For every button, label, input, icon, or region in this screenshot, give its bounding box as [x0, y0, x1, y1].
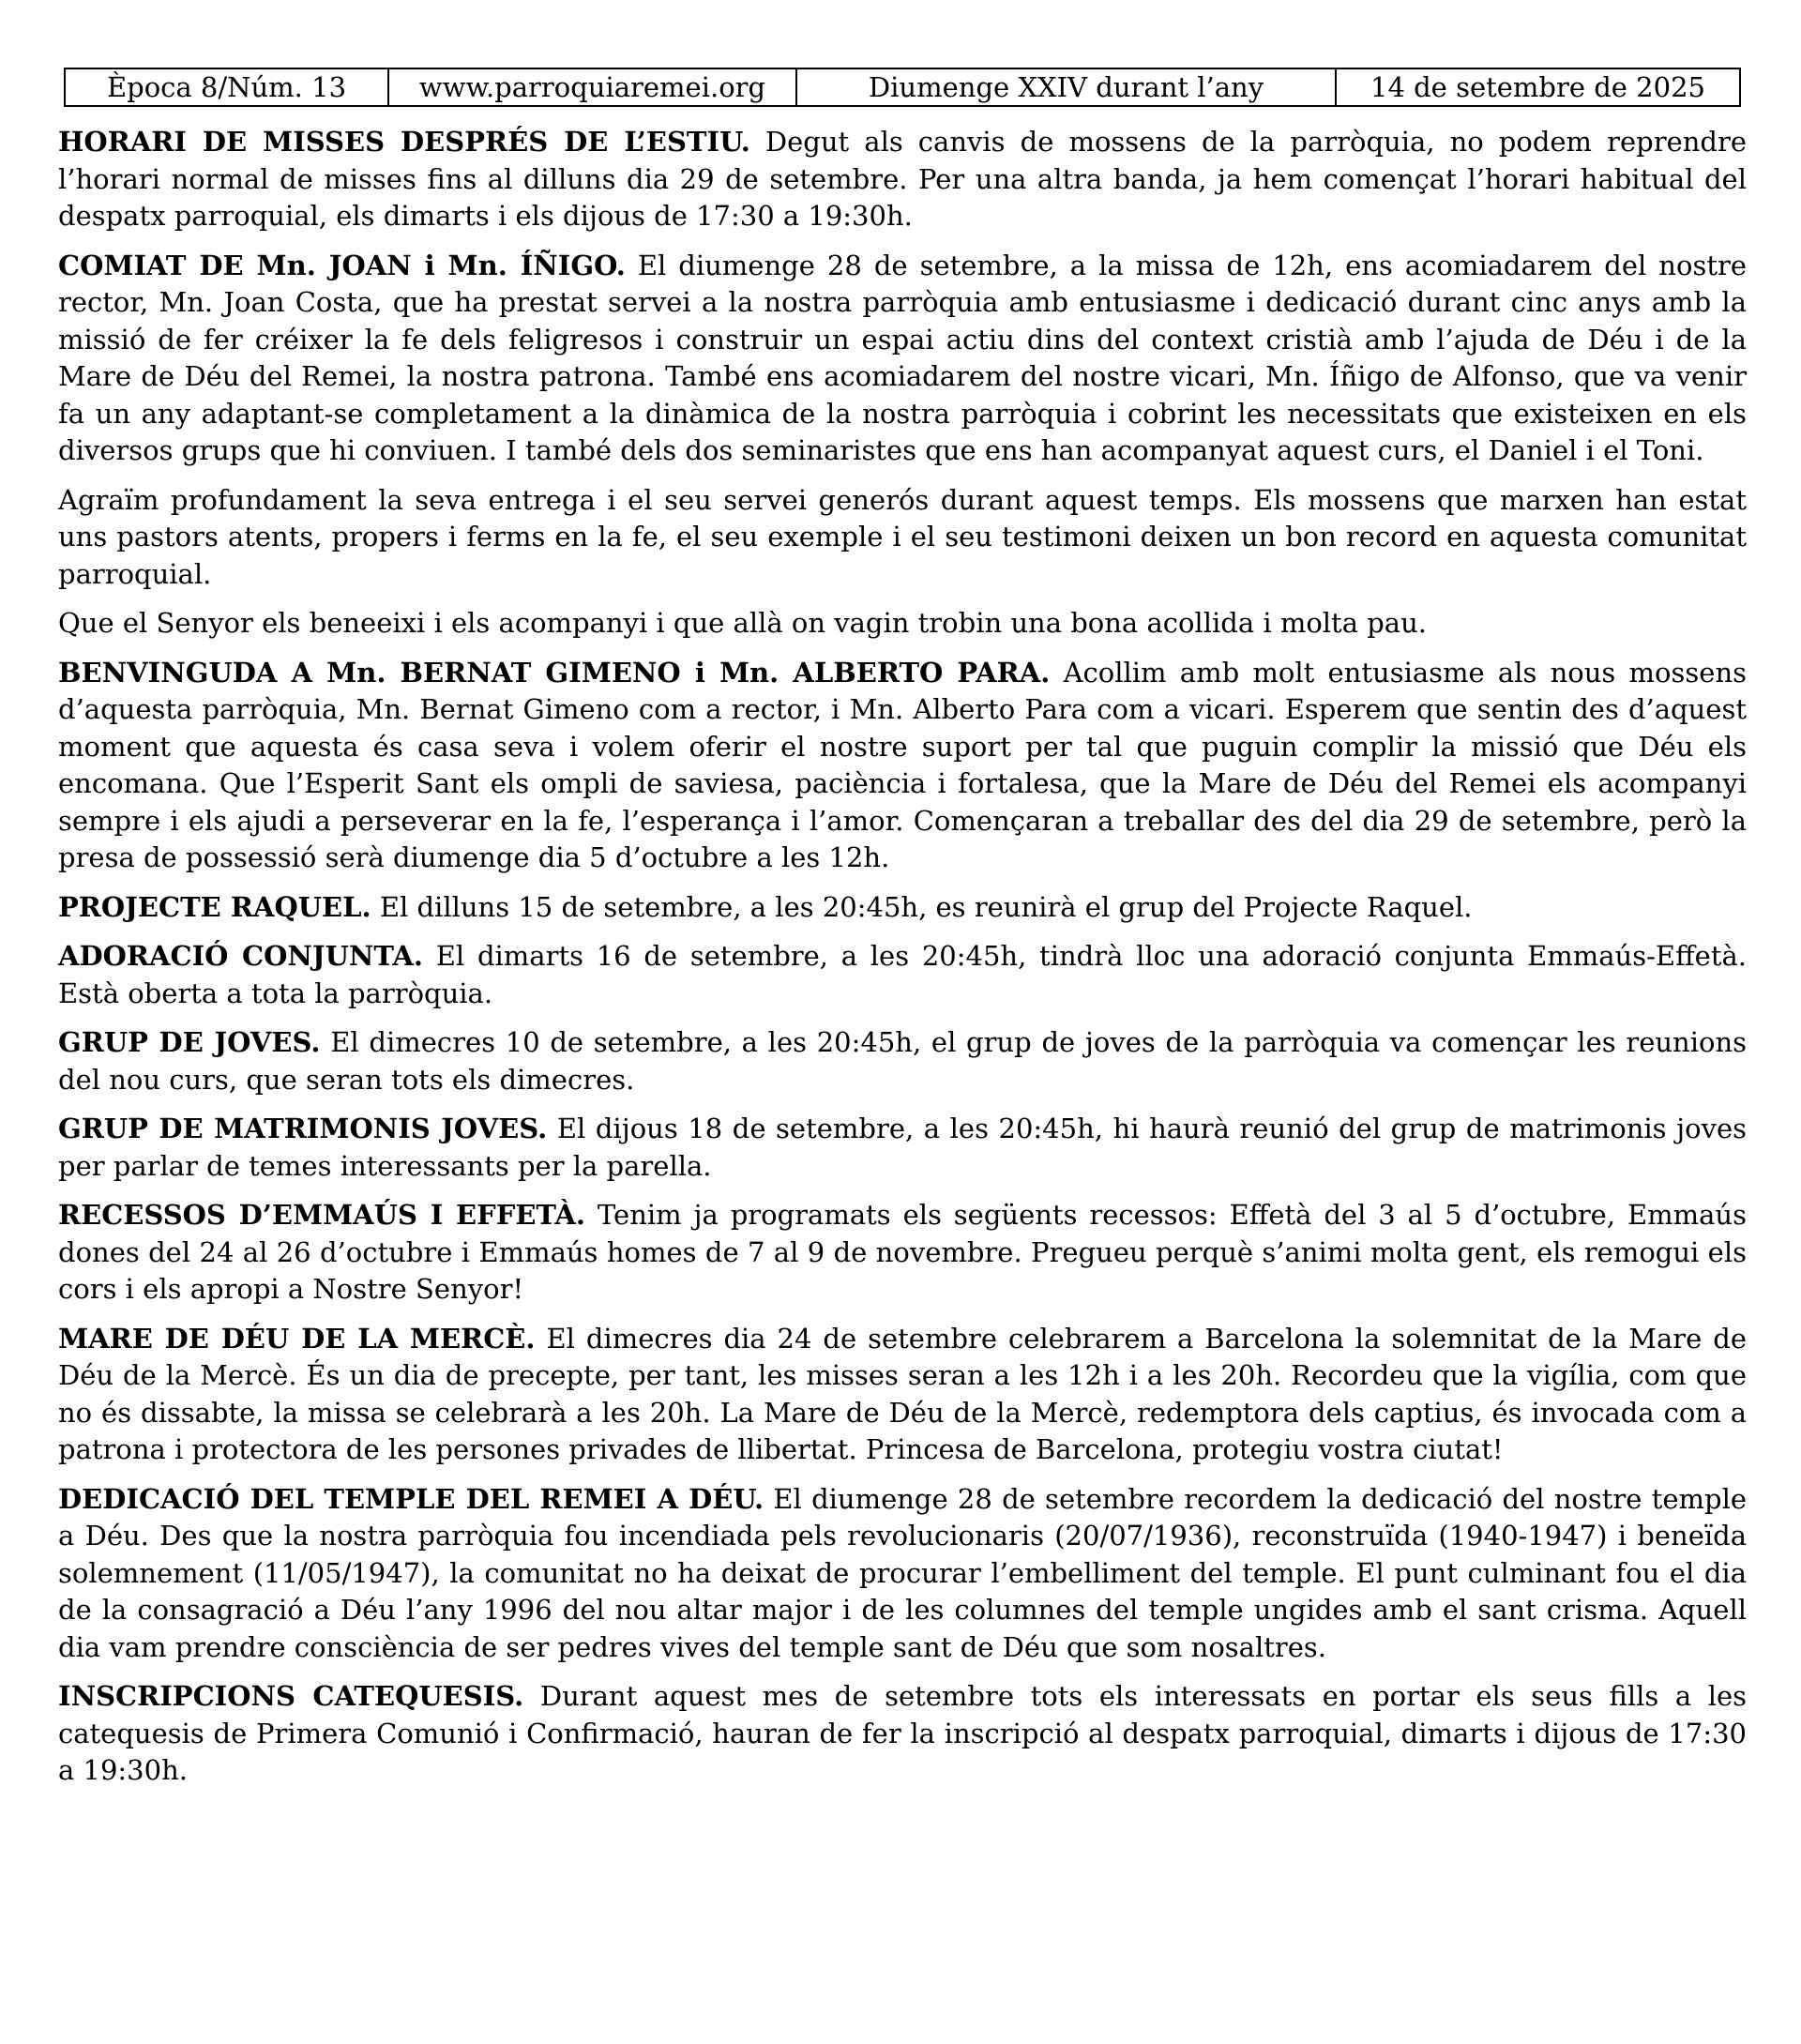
notice-projecte-raquel	[58, 889, 1747, 927]
notice-temple-dedication	[58, 1481, 1747, 1667]
notice-text: Que el Senyor els beneeixi i els acompanyi i que allà on vagin trobin una bona acollida i molta pau.	[58, 607, 1427, 639]
notice-heading: GRUP DE MATRIMONIS JOVES.	[58, 1113, 548, 1144]
notice-text: El dilluns 15 de setembre, a les 20:45h, es reunirà el grup del Projecte Raquel.	[379, 890, 1473, 923]
notice-text: Agraïm profundament la seva entrega i el seu servei generós durant aquest temps. Els mossens que marxen han estat uns pastors atents, propers i ferms en la fe, el seu exemple i el seu testimoni deixen un bon record en aquesta comunitat parroquial.	[58, 483, 1747, 590]
notice-text: Tenim ja programats els següents recessos: Effetà del 3 al 5 d’octubre, Emmaús dones del 24 al 26 d’octubre i Emmaús homes de 7 al 9 de novembre. Pregueu perquè s’animi molta gent, els remogui els cors i els apropi a Nostre Senyor!	[58, 1199, 1747, 1305]
website-url[interactable]: www.parroquiaremei.org	[389, 69, 797, 105]
notice-text: Durant aquest mes de setembre tots els interessats en portar els seus fills a les catequesis de Primera Comunió i Confirmació, hauran de fer la inscripció al despatx parroquial, dimarts i dijous de 17:30 a 19:30h.	[58, 1680, 1748, 1786]
notice-heading: MARE DE DÉU DE LA MERCÈ.	[58, 1322, 536, 1355]
notice-text: Degut als canvis de mossens de la parròquia, no podem reprendre l’horari normal de misses fins al dilluns dia 29 de setembre. Per una altra banda, ja hem començat l’horari habitual del despatx parroquial, els dimarts i els dijous de 17:30 a 19:30h.	[58, 126, 1747, 232]
notice-welcome-priests	[58, 655, 1747, 877]
notice-text: El dimarts 16 de setembre, a les 20:45h, tindrà lloc una adoració conjunta Emmaús-Effetà. Està oberta a tota la parròquia.	[58, 940, 1748, 1009]
bulletin-page	[58, 68, 1747, 1802]
notice-text: El diumenge 28 de setembre, a la missa de 12h, ens acomiadarem del nostre rector, Mn. Joan Costa, que ha prestat servei a la nostra parròquia amb entusiasme i dedicació durant cinc anys amb la missió de fer créixer la fe dels feligresos i construir un espai actiu dins del context cristià amb l’ajuda de Déu i de la Mare de Déu del Remei, la nostra patrona. També ens acomiadarem del nostre vicari, Mn. Íñigo de Alfonso, que va venir fa un any adaptant-se completament a la dinàmica de la nostra parròquia i cobrint les necessitats que existeixen en els diversos grups que hi conviuen. I també dels dos seminaristes que ens han acompanyat aquest curs, el Daniel i el Toni.	[58, 249, 1748, 466]
issue-date: 14 de setembre de 2025	[1370, 71, 1705, 103]
notice-text: El diumenge 28 de setembre recordem la dedicació del nostre temple a Déu. Des que la nostra parròquia fou incendiada pels revolucionaris (20/07/1936), reconstruïda (1940-1947) i beneïda solemnement (11/05/1947), la comunitat no ha deixat de procurar l’embelliment del temple. El punt culminant fou el dia de la consagració a Déu l’any 1996 del nou altar major i de les columnes del temple ungides amb el sant crisma. Aquell dia vam prendre consciència de ser pedres vives del temple sant de Déu que som nosaltres.	[58, 1482, 1748, 1663]
notice-text: El dimecres dia 24 de setembre celebrarem a Barcelona la solemnitat de la Mare de Déu de la Mercè. És un dia de precepte, per tant, les misses seran a les 12h i a les 20h. Recordeu que la vigília, com que no és dissabte, la missa se celebrarà a les 20h. La Mare de Déu de la Mercè, redemptora dels captius, és invocada com a patrona i protectora de les persones privades de llibertat. Princesa de Barcelona, protegiu vostra ciutat!	[58, 1322, 1748, 1465]
notice-merce	[58, 1321, 1747, 1469]
notice-catechesis	[58, 1678, 1747, 1790]
notice-gratitude	[58, 482, 1747, 594]
notice-heading: DEDICACIÓ DEL TEMPLE DEL REMEI A DÉU.	[58, 1482, 764, 1515]
notice-heading: HORARI DE MISSES DESPRÉS DE L’ESTIU.	[58, 126, 750, 158]
notice-retreats	[58, 1197, 1747, 1309]
notice-blessing	[58, 605, 1747, 643]
notice-heading: GRUP DE JOVES.	[58, 1026, 321, 1058]
notice-text: Acollim amb molt entusiasme als nous mossens d’aquesta parròquia, Mn. Bernat Gimeno com a rector, i Mn. Alberto Para com a vicari. Esperem que sentin des d’aquest moment que aquesta és casa seva i volem oferir el nostre suport per tal que puguin complir la missió que Déu els encomana. Que l’Esperit Sant els ompli de saviesa, paciència i fortalesa, que la Mare de Déu del Remei els acompanyi sempre i els ajudi a perseverar en la fe, l’esperança i l’amor. Començaran a treballar des del dia 29 de setembre, però la presa de possessió serà diumenge dia 5 d’octubre a les 12h.	[58, 656, 1748, 873]
notice-young-couples	[58, 1111, 1747, 1185]
notice-heading: PROJECTE RAQUEL.	[58, 890, 371, 923]
notice-heading: BENVINGUDA A Mn. BERNAT GIMENO i Mn. ALBERTO PARA.	[58, 656, 1051, 689]
notice-text: El dijous 18 de setembre, a les 20:45h, hi haurà reunió del grup de matrimonis joves per parlar de temes interessants per la parella.	[58, 1113, 1748, 1182]
notice-heading: COMIAT DE Mn. JOAN i Mn. ÍÑIGO.	[58, 249, 626, 281]
notice-heading: ADORACIÓ CONJUNTA.	[58, 940, 424, 972]
notice-farewell-priests	[58, 248, 1747, 470]
liturgical-sunday: Diumenge XXIV durant l’any	[797, 69, 1337, 105]
epoch-number: Època 8/Núm. 13	[66, 69, 389, 105]
notice-mass-schedule	[58, 124, 1747, 235]
bulletin-header	[64, 68, 1741, 107]
notice-heading: RECESSOS D’EMMAÚS I EFFETÀ.	[58, 1199, 586, 1231]
notice-adoration	[58, 938, 1747, 1012]
notice-text: El dimecres 10 de setembre, a les 20:45h, el grup de joves de la parròquia va començar les reunions del nou curs, que seran tots els dimecres.	[58, 1026, 1748, 1096]
notice-youth-group	[58, 1024, 1747, 1098]
notice-heading: INSCRIPCIONS CATEQUESIS.	[58, 1680, 524, 1712]
